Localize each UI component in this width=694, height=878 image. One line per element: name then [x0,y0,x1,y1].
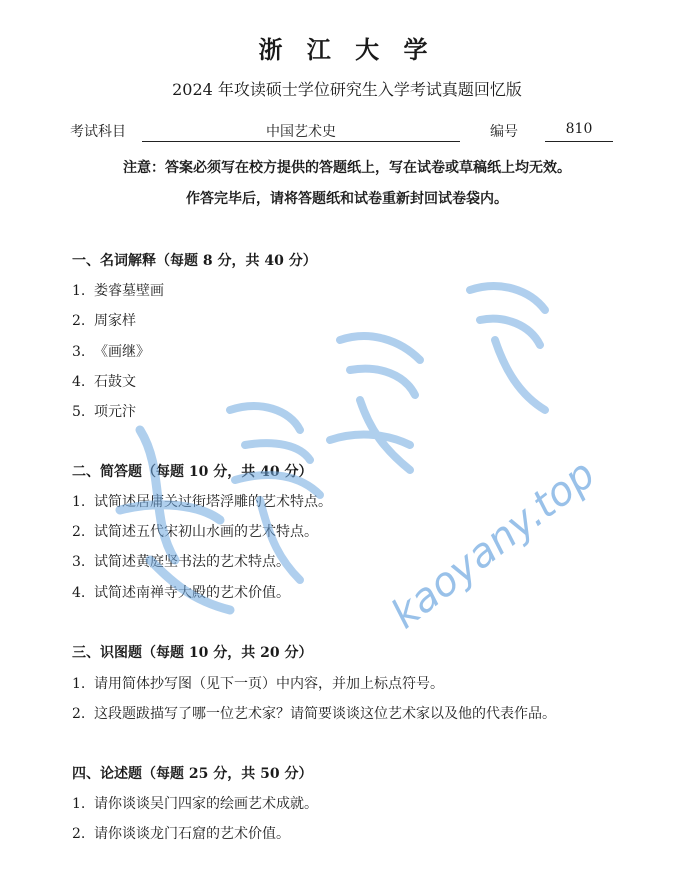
watermark-text: kaoyany.top [382,451,604,638]
question-item: 2. 周家样 [72,313,136,329]
question-item: 2. 请你谈谈龙门石窟的艺术价值。 [72,826,290,842]
notice-line-1: 注意：答案必须写在校方提供的答题纸上，写在试卷或草稿纸上均无效。 [123,160,571,176]
brush-stroke [470,286,545,410]
section-title: 二、简答题（每题 10 分，共 40 分） [72,464,313,480]
question-item: 1. 请你谈谈吴门四家的绘画艺术成就。 [72,796,318,812]
notice-line-2: 作答完毕后，请将答题纸和试卷重新封回试卷袋内。 [186,191,508,207]
question-item: 3. 《画继》 [72,344,150,360]
question-item: 4. 石鼓文 [72,374,136,390]
question-item: 5. 项元汴 [72,404,136,420]
subject-label: 考试科目 [70,124,126,140]
question-item: 1. 娄睿墓壁画 [72,283,164,299]
question-item: 2. 试简述五代宋初山水画的艺术特点。 [72,524,318,540]
brush-stroke [330,336,420,470]
code-label: 编号 [490,124,518,140]
section-title: 四、论述题（每题 25 分，共 50 分） [72,766,313,782]
section-title: 一、名词解释（每题 8 分，共 40 分） [72,253,317,269]
section-title: 三、识图题（每题 10 分，共 20 分） [72,645,313,661]
university-title: 浙 江 大 学 [258,35,436,64]
question-item: 1. 请用简体抄写图（见下一页）中内容，并加上标点符号。 [72,676,444,692]
exam-title: 2024 年攻读硕士学位研究生入学考试真题回忆版 [172,80,522,99]
question-item: 2. 这段题跋描写了哪一位艺术家？请简要谈谈这位艺术家以及他的代表作品。 [72,706,556,722]
question-item: 3. 试简述黄庭坚书法的艺术特点。 [72,554,290,570]
exam-info-row [70,121,630,145]
subject-value: 中国艺术史 [142,121,460,142]
question-item: 4. 试简述南禅寺大殿的艺术价值。 [72,585,290,601]
code-value: 810 [545,121,613,142]
question-item: 1. 试简述居庸关过街塔浮雕的艺术特点。 [72,494,332,510]
